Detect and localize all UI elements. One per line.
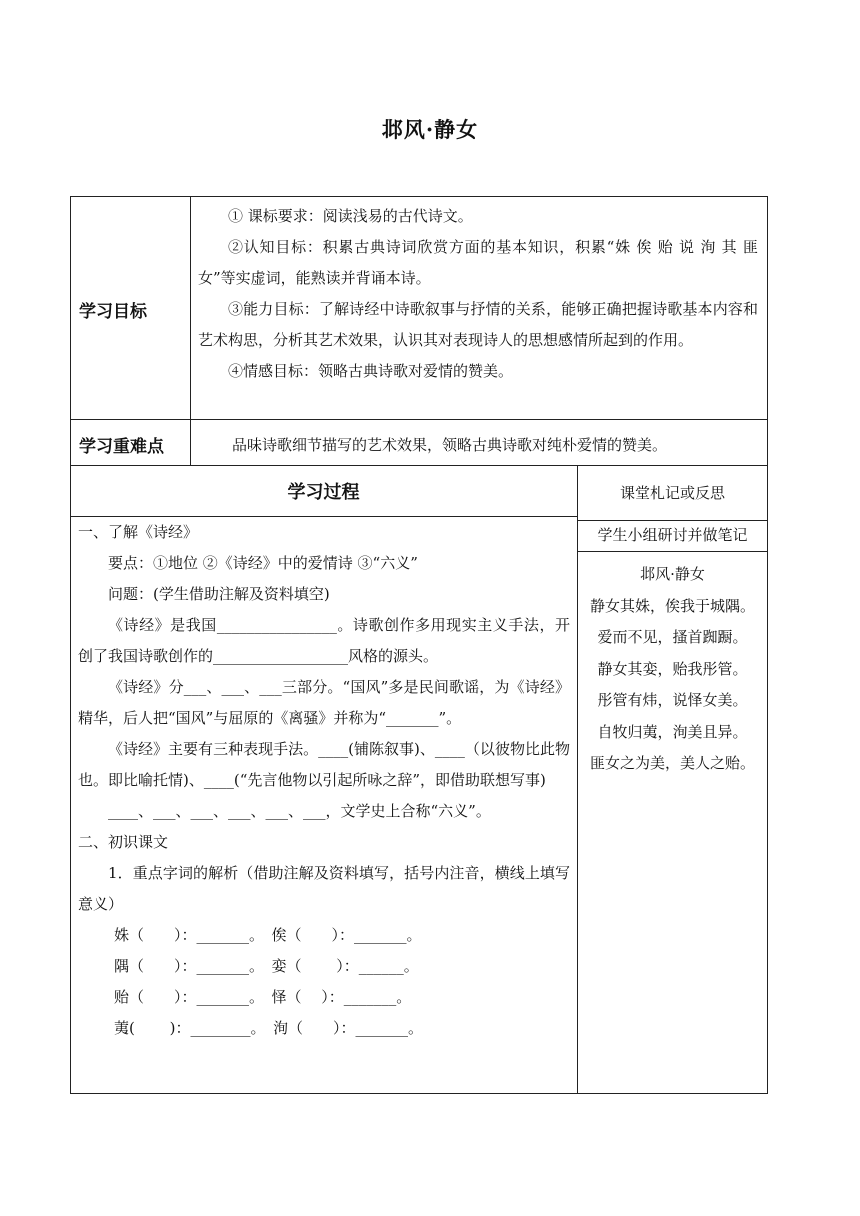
- process-label: 学习过程: [287, 482, 360, 503]
- goals-row-divider: [70, 419, 768, 420]
- keypoints-text: 品味诗歌细节描写的艺术效果，领略古典诗歌对纯朴爱情的赞美。: [232, 436, 668, 454]
- goals-column-divider: [190, 196, 191, 465]
- poem-line: 自牧归荑，洵美且异。: [597, 722, 748, 741]
- goal-item: ① 课标要求：阅读浅易的古代诗文。: [228, 207, 473, 225]
- process-body: [78, 517, 570, 1044]
- poem-block: [579, 559, 766, 780]
- vocab-row: 姝（ ）：_______。 俟（ ）：_______。: [114, 926, 422, 944]
- fill-paragraph: ____、___、___、___、___、___，文学史上合称“六义”。: [108, 802, 491, 820]
- notes-column-divider: [577, 465, 578, 1094]
- poem-line: 静女其娈，贻我彤管。: [597, 659, 748, 678]
- vocab-row: 贻（ ）：_______。 怿（ ）：_______。: [114, 988, 412, 1006]
- poem-title: 邶风·静女: [640, 565, 705, 583]
- section2-heading: 二、初识课文: [78, 833, 169, 851]
- keypoints-row-divider: [70, 465, 768, 466]
- document-title: 邶风·静女: [381, 117, 479, 142]
- goals-content: [198, 201, 758, 387]
- poem-line: 爱而不见，搔首踟蹰。: [597, 628, 748, 646]
- goals-label: 学习目标: [79, 302, 147, 322]
- poem-line: 静女其姝，俟我于城隅。: [589, 596, 755, 615]
- poem-line: 匪女之为美，美人之贻。: [589, 754, 755, 772]
- fill-paragraph: 《诗经》是我国________________。诗歌创作多用现实主义手法，开创了我国诗歌创作的__________________风格的源头。: [78, 616, 570, 665]
- fill-paragraph: 《诗经》分___、___、___三部分。“国风”多是民间歌谣，为《诗经》精华，后人把“国风”与屈原的《离骚》并称为“_______”。: [78, 678, 570, 727]
- goal-item: ④情感目标：领略古典诗歌对爱情的赞美。: [228, 362, 514, 380]
- keypoints-label: 学习重难点: [79, 437, 164, 457]
- fill-paragraph: 《诗经》主要有三种表现手法。____(铺陈叙事)、____（以彼物比此物也。即比喻托情)、____(“先言他物以引起所咏之辞”，即借助联想写事): [78, 740, 570, 789]
- section1-heading: 一、了解《诗经》: [78, 523, 199, 541]
- poem-line: 彤管有炜，说怿女美。: [597, 691, 748, 709]
- instruction-text: 1．重点字词的解析（借助注解及资料填写，括号内注音，横线上填写意义）: [78, 864, 570, 913]
- vocab-row: 荑( )：________。 洵（ ）：_______。: [114, 1019, 423, 1037]
- group-note: 学生小组研讨并做笔记: [597, 526, 748, 544]
- goal-item: ③能力目标：了解诗经中诗歌叙事与抒情的关系，能够正确把握诗歌基本内容和艺术构思，分析其艺术效果，认识其对表现诗人的思想感情所起到的作用。: [198, 300, 758, 349]
- vocab-row: 隅（ ）：_______。 娈（ ）：______。: [114, 957, 419, 975]
- question-text: 问题：(学生借助注解及资料填空): [108, 585, 330, 603]
- goal-item: ②认知目标：积累古典诗词欣赏方面的基本知识，积累“姝 俟 贻 说 洵 其 匪女”等实虚词，能熟读并背诵本诗。: [198, 238, 758, 287]
- points-text: 要点：①地位 ②《诗经》中的爱情诗 ③“六义”: [108, 554, 418, 572]
- notes-label: 课堂札记或反思: [619, 484, 725, 502]
